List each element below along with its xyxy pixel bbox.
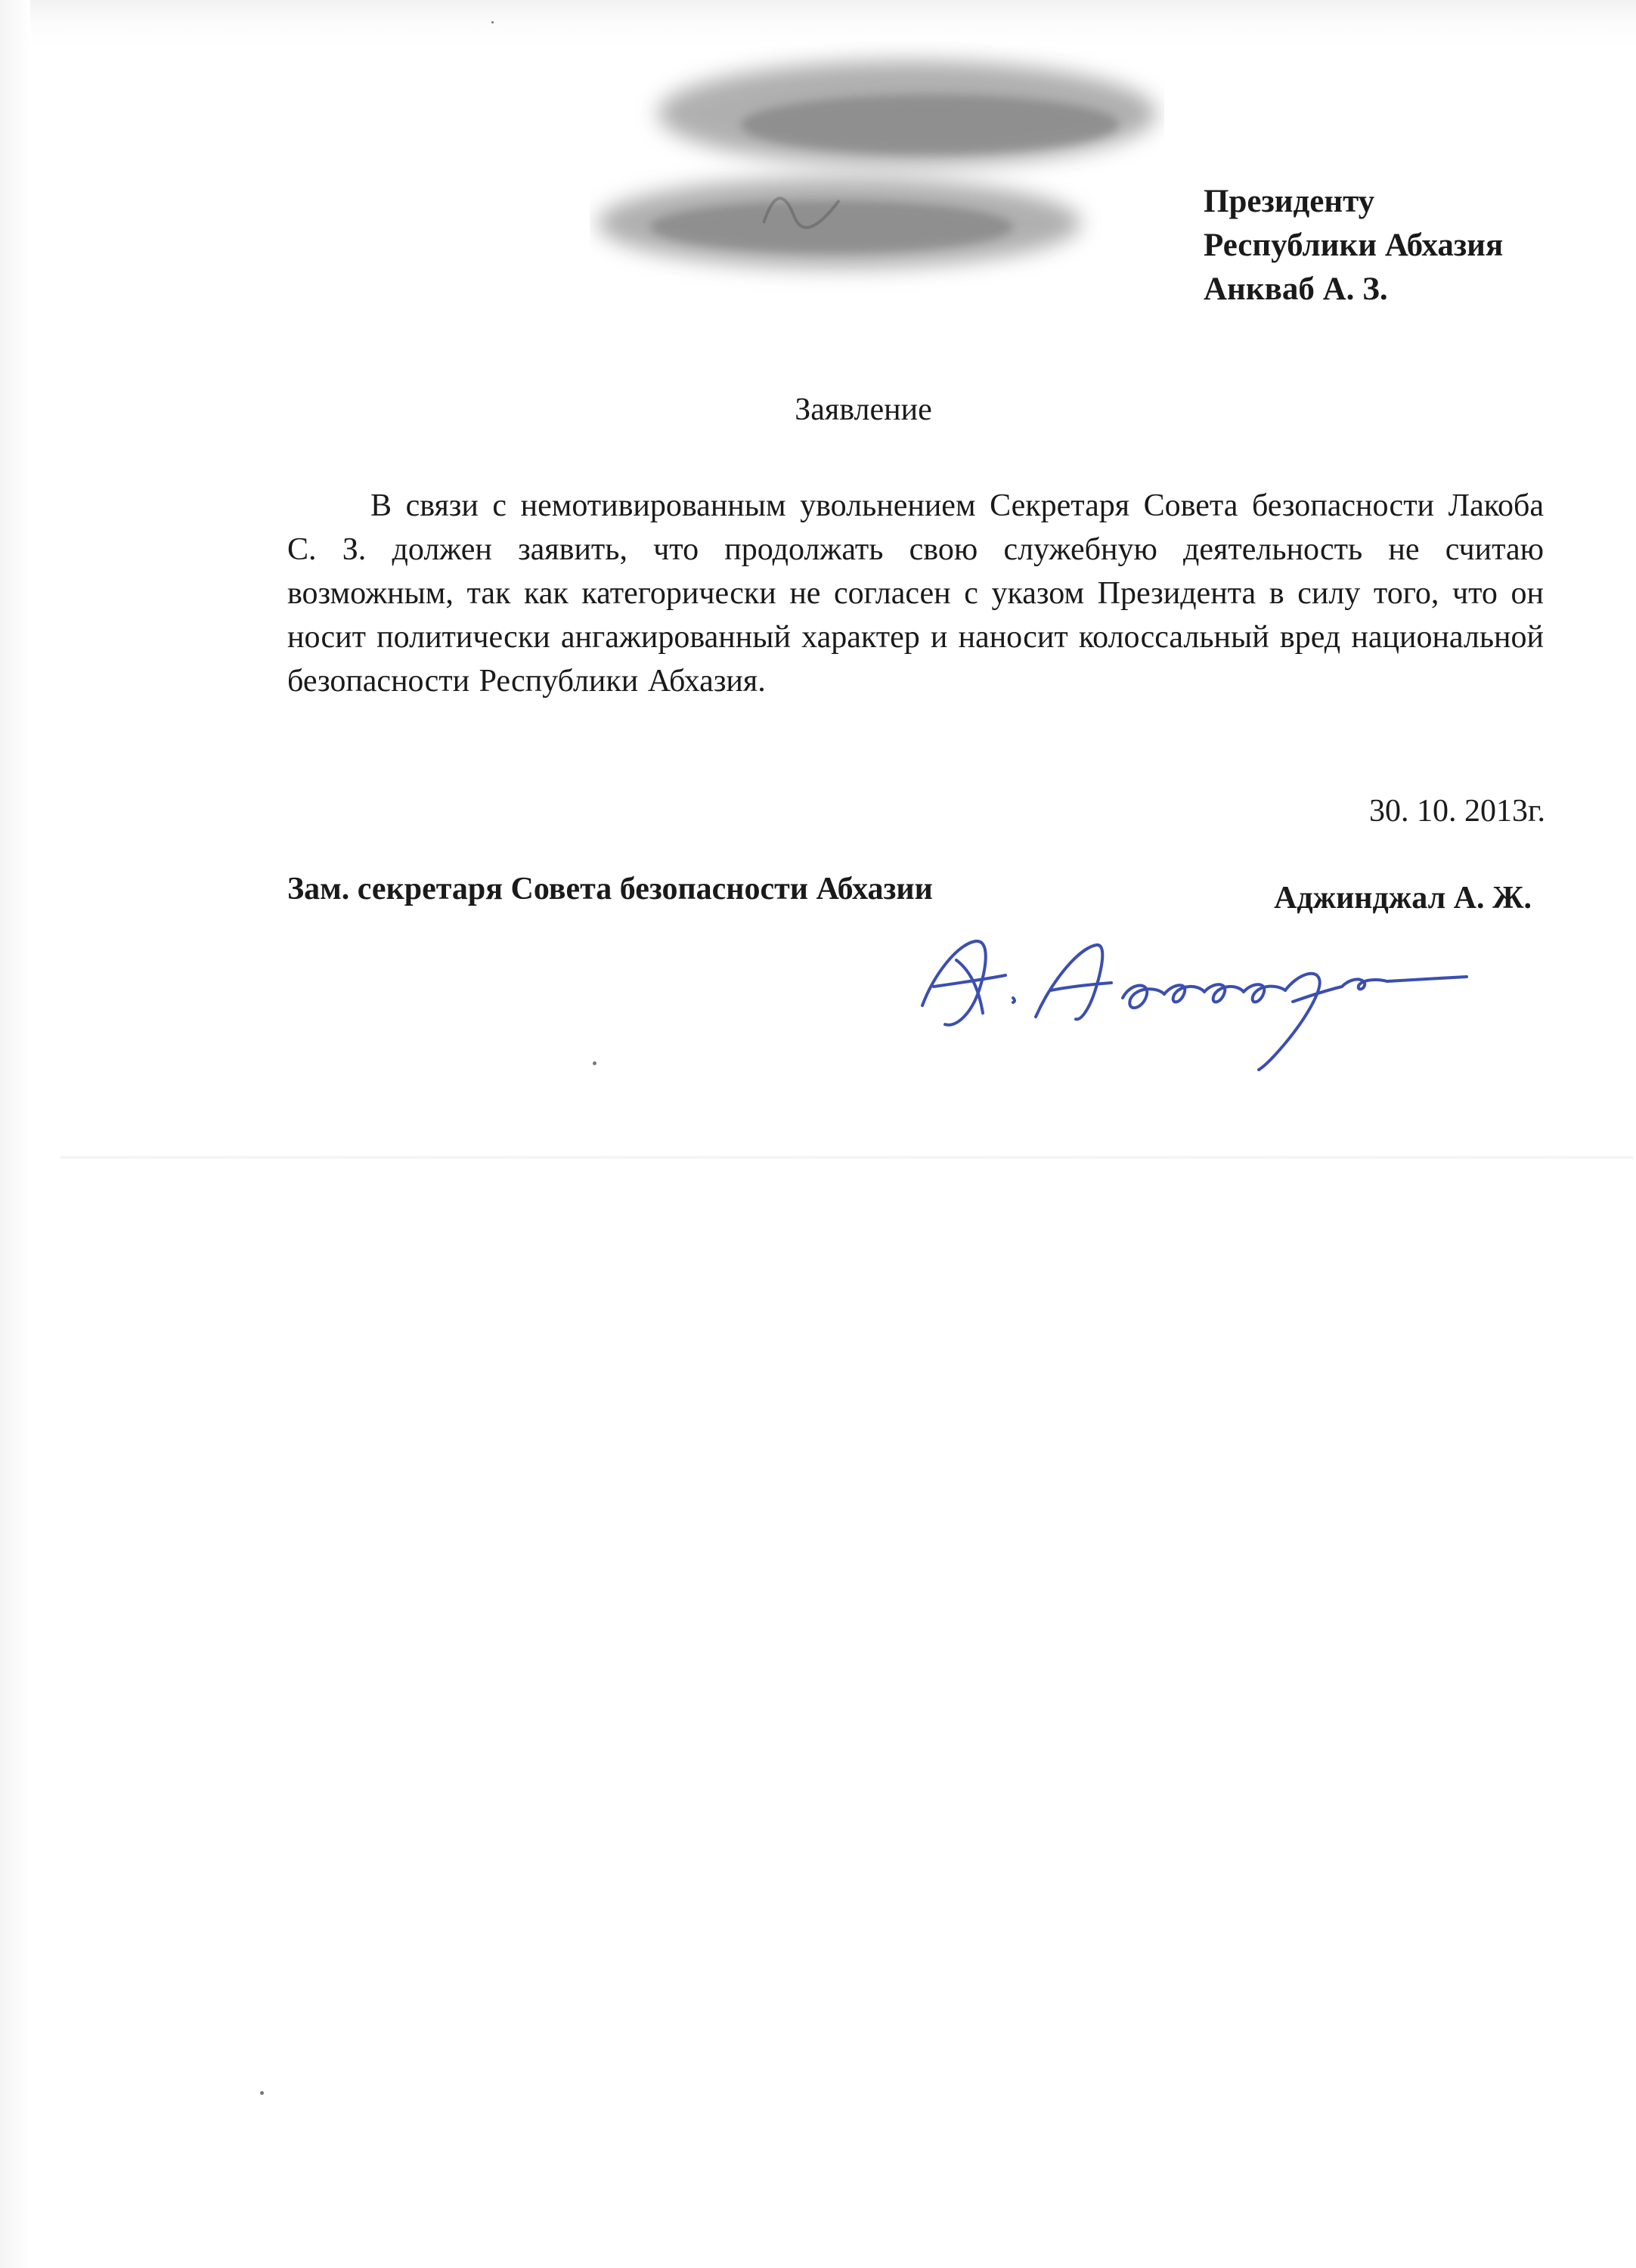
- redacted-stamp: [590, 42, 1164, 291]
- signer-name: Аджинджал А. Ж.: [1274, 881, 1532, 916]
- scan-speck: [593, 1061, 596, 1065]
- scan-speck: [260, 2091, 264, 2095]
- addressee-line-3: Анкваб А. З.: [1204, 271, 1388, 307]
- document-date: 30. 10. 2013г.: [1369, 794, 1545, 829]
- document-title: Заявление: [795, 392, 932, 427]
- scan-speck: [491, 21, 494, 23]
- statement-body: В связи с немотивированным увольнением Секретаря Совета безопасности Лакоба С. З. должен заявить, что продолжать свою служебную деятельность не считаю возможным, так как категорически не согласен с указом Президента в силу того, что он носит политически ангажированный характер и наносит колоссальный вред национальной безопасности Республики Абхазия.: [287, 488, 1544, 699]
- signer-position: Зам. секретаря Совета безопасности Абхазии: [287, 872, 933, 906]
- addressee-block: [1204, 180, 1627, 311]
- scan-shadow-left: [0, 0, 30, 2268]
- addressee-line-2: Республики Абхазия: [1204, 228, 1504, 263]
- scan-shadow-top: [0, 0, 1636, 45]
- addressee-line-1: Президенту: [1204, 184, 1375, 219]
- handwritten-signature: [903, 915, 1478, 1074]
- paper-fold-line: [60, 1155, 1633, 1160]
